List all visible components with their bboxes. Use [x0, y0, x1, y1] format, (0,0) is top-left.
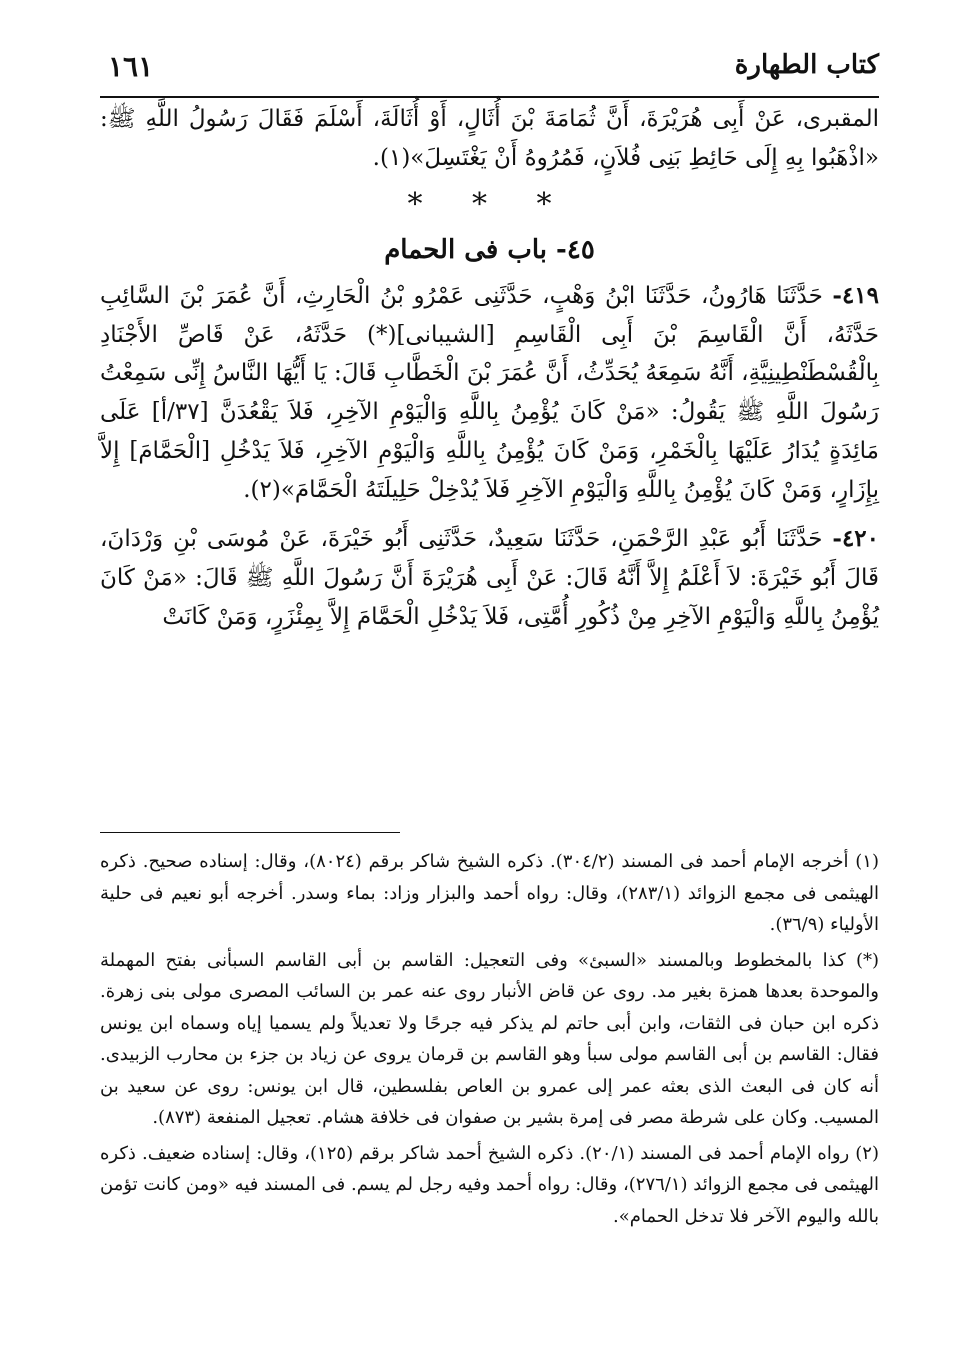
- page-number: ١٦١: [108, 50, 154, 83]
- intro-paragraph: المقبرى، عَنْ أَبِى هُرَيْرَةَ، أَنَّ ثُمَامَةَ بْنَ أُثَالٍ، أَوْ أُثَالَةَ، أَسْلَمَ فَقَالَ رَسُولُ اللَّهِ ﷺ: «اذْهَبُوا بِهِ إِلَى حَائِطِ بَنِى فُلاَنٍ، فَمُرُوهُ أَنْ يَغْتَسِلَ»(١).: [100, 106, 879, 171]
- footnotes: [100, 846, 879, 1236]
- hadith-number: ٤١٩-: [832, 281, 880, 309]
- hadith-number: ٤٢٠-: [832, 524, 880, 552]
- hadith-420: [100, 520, 879, 637]
- hadith-419: [100, 277, 879, 510]
- footnote-star: (*) كذا بالمخطوط وبالمسند «السبئ» وفى التعجيل: القاسم بن أبى القاسم السبأنى بفتح المهملة والموحدة بعدها همزة بغير مد. روى عن قاض الأنبار روى عنه عمر بن السائب المصرى مولى بنى زهرة. ذكره ابن حبان فى الثقات، وابن أبى حاتم لم يذكر فيه جرحًا ولا تعديلاً ولم يسميا إياه وسماه ابن يونس فقال: القاسم بن أبى القاسم مولى سبأ وهو القاسم بن قرمان يروى عن زياد بن جزء بن محارب الزبيدى. أنه كان فى البعث الذى بعثه عمر إلى عمرو بن العاص بفلسطين، قال ابن يونس: روى عن سعيد بن المسيب. وكان على شرطة مصر فى إمرة بشير بن صفوان فى خلافة هشام. تعجيل المنفعة (٨٧٣).: [100, 949, 879, 1128]
- hadith-text: حَدَّثَنَا أَبُو عَبْدِ الرَّحْمَنِ، حَدَّثَنَا سَعِيدٌ، حَدَّثَنِى أَبُو خَيْرَةَ، عَنْ مُوسَى بْنِ وَرْدَانَ، قَالَ أَبُو خَيْرَةَ: لاَ أَعْلَمُ إِلاَّ أَنَّهُ قَالَ: عَنْ أَبِى هُرَيْرَةَ أَنَّ رَسُولَ اللَّهِ ﷺ قَالَ: «مَنْ كَانَ يُؤْمِنُ بِاللَّهِ وَالْيَوْمِ الآخِرِ مِنْ ذُكُورِ أُمَّتِى، فَلاَ يَدْخُلِ الْحَمَّامَ إِلاَّ بِمِئْزَرٍ، وَمَنْ كَانَتْ: [100, 525, 879, 630]
- chapter-heading: ٤٥- باب فى الحمام: [384, 234, 595, 265]
- main-text: [100, 100, 879, 636]
- footnote-2: (٢) رواه الإمام أحمد فى المسند (٢٠/١). ذكره الشيخ أحمد شاكر برقم (١٢٥)، وقال: إسناده ضعيف. ذكره الهيثمى فى مجمع الزوائد (٢٧٦/١)، وقال: رواه أحمد وفيه رجل لم يسم. فى المسند فيه «ومن كانت تؤمن بالله واليوم الآخر فلا تدخل الحمام».: [100, 1142, 880, 1227]
- footnote-divider: [100, 832, 400, 833]
- hadith-text: حَدَّثَنَا هَارُونُ، حَدَّثَنَا ابْنُ وَهْبٍ، حَدَّثَنِى عَمْرُو بْنُ الْحَارِثِ، أَنَّ عُمَرَ بْنَ السَّائِبِ حَدَّثَهُ، أَنَّ الْقَاسِمَ بْنَ أَبِى الْقَاسِمِ [الشيبانى](*) حَدَّثَهُ، عَنْ قَاصِّ الأَجْنَادِ بِالْقُسْطَنْطِينِيَّةِ، أَنَّهُ سَمِعَهُ يُحَدِّثُ، أَنَّ عُمَرَ بْنَ الْخَطَّابِ قَالَ: يَا أَيُّهَا النَّاسُ إِنِّى سَمِعْتُ رَسُولَ اللَّهِ ﷺ يَقُولُ: «مَنْ كَانَ يُؤْمِنُ بِاللَّهِ وَالْيَوْمِ الآخِرِ، فَلاَ يَقْعُدَنَّ [٣٧/أ] عَلَى مَائِدَةٍ يُدَارُ عَلَيْهَا بِالْخَمْرِ، وَمَنْ كَانَ يُؤْمِنُ بِاللَّهِ وَالْيَوْمِ الآخِرِ، فَلاَ يَدْخُلِ [الْحَمَّامَ] إِلاَّ بِإِزَارٍ، وَمَنْ كَانَ يُؤْمِنُ بِاللَّهِ وَالْيَوْمِ الآخِرِ فَلاَ يُدْخِلْ حَلِيلَتَهُ الْحَمَّامَ»(٢).: [100, 282, 880, 503]
- page-header: [100, 40, 879, 98]
- running-title: كتاب الطهارة: [734, 50, 879, 80]
- footnote-1: (١) أخرجه الإمام أحمد فى المسند (٣٠٤/٢). ذكره الشيخ شاكر برقم (٨٠٢٤)، وقال: إسناده صحيح. ذكره الهيثمى فى مجمع الزوائد (٢٨٣/١)، وقال: رواه أحمد والبزار وزاد: بماء وسدر. أخرجه أبو نعيم فى حلية الأولياء (٣٦/٩).: [100, 851, 879, 935]
- section-separator: * * *: [407, 186, 572, 222]
